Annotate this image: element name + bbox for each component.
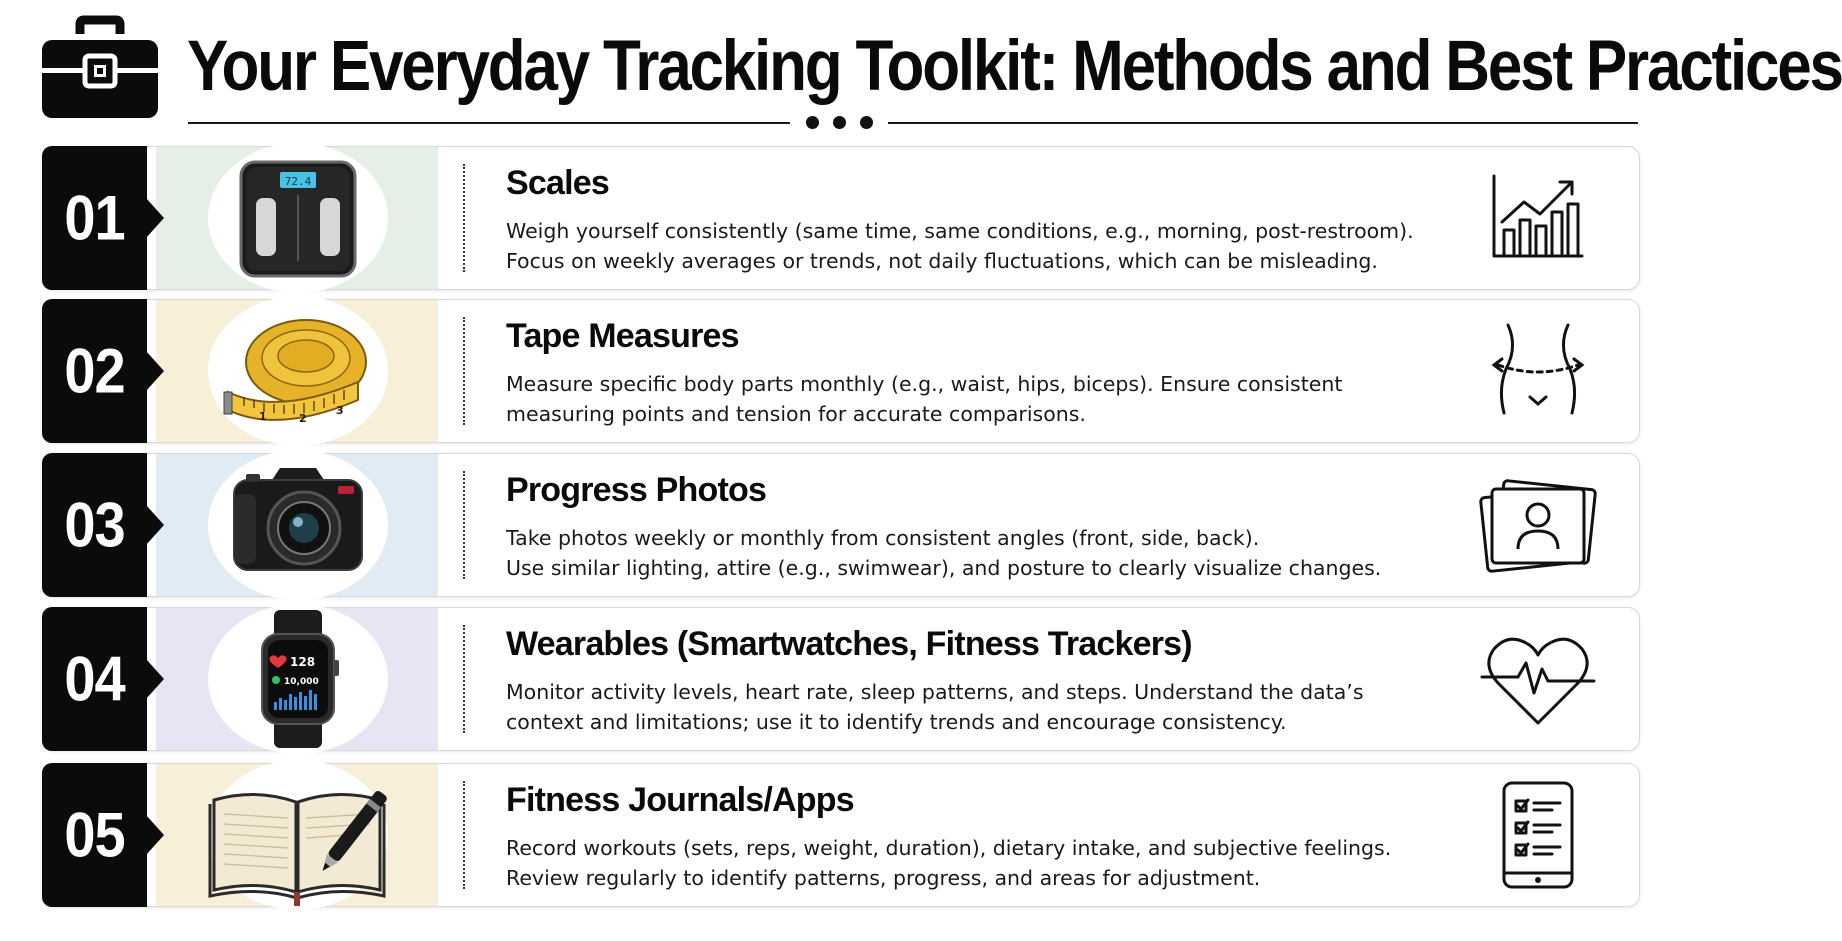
page-title: Your Everyday Tracking Toolkit: Methods and Best Practices: [187, 26, 1842, 107]
trend-chart-icon: [1478, 164, 1598, 272]
item-number: 03: [64, 489, 125, 560]
method-description: [506, 216, 1436, 276]
smartwatch-image: [208, 604, 388, 754]
scale-readout: 72.4: [284, 175, 312, 188]
tape-mark: 3: [336, 404, 344, 417]
image-holder: [156, 454, 438, 596]
steps-value: 10,000: [284, 677, 319, 687]
image-holder: [156, 300, 438, 442]
method-heading: Wearables (Smartwatches, Fitness Trackers): [506, 625, 1192, 663]
description-line: Monitor activity levels, heart rate, sleep patterns, and steps. Understand the data’s: [506, 680, 1364, 704]
image-holder: [156, 147, 438, 289]
tape-mark: 2: [299, 412, 307, 425]
method-row-tape-measures: [42, 299, 1640, 443]
description-line: Measure specific body parts monthly (e.g., waist, hips, biceps). Ensure consistent: [506, 372, 1343, 396]
bathroom-scale-image: [208, 143, 388, 293]
method-heading: Tape Measures: [506, 317, 739, 355]
method-heading: Fitness Journals/Apps: [506, 781, 854, 819]
method-description: [506, 523, 1436, 583]
dotted-separator: [463, 625, 465, 733]
method-row-progress-photos: [42, 453, 1640, 597]
method-row-fitness-journals: [42, 763, 1640, 907]
heart-rate-value: 128: [290, 655, 316, 669]
dotted-separator: [463, 317, 465, 425]
image-holder: [156, 764, 438, 906]
method-description: [506, 677, 1436, 737]
item-number: 04: [64, 643, 125, 714]
phone-checklist-icon: [1478, 781, 1598, 889]
description-line: measuring points and tension for accurate comparisons.: [506, 402, 1086, 426]
description-line: Weigh yourself consistently (same time, same conditions, e.g., morning, post-restroom).: [506, 219, 1414, 243]
camera-image: [208, 450, 388, 600]
item-number: 02: [64, 335, 125, 406]
journal-and-pen-image: [208, 760, 388, 910]
heartbeat-icon: [1478, 625, 1598, 733]
description-line: Review regularly to identify patterns, progress, and areas for adjustment.: [506, 866, 1261, 890]
method-description: [506, 369, 1436, 429]
image-holder: [156, 608, 438, 750]
method-heading: Progress Photos: [506, 471, 767, 509]
waist-measure-icon: [1478, 317, 1598, 425]
dotted-separator: [463, 781, 465, 889]
description-line: Record workouts (sets, reps, weight, duration), dietary intake, and subjective feelings.: [506, 836, 1392, 860]
method-row-wearables: [42, 607, 1640, 751]
tape-mark: 1: [259, 410, 267, 423]
method-description: [506, 833, 1436, 893]
description-line: Take photos weekly or monthly from consistent angles (front, side, back).: [506, 526, 1260, 550]
description-line: Focus on weekly averages or trends, not daily fluctuations, which can be misleading.: [506, 249, 1378, 273]
dotted-separator: [463, 471, 465, 579]
item-number: 01: [64, 182, 125, 253]
description-line: Use similar lighting, attire (e.g., swimwear), and posture to clearly visualize changes.: [506, 556, 1382, 580]
method-heading: Scales: [506, 164, 609, 202]
method-row-scales: [42, 146, 1640, 290]
tape-measure-image: [208, 296, 388, 446]
dotted-separator: [463, 164, 465, 272]
photo-stack-icon: [1478, 471, 1598, 579]
item-number: 05: [64, 799, 125, 870]
description-line: context and limitations; use it to identify trends and encourage consistency.: [506, 710, 1287, 734]
